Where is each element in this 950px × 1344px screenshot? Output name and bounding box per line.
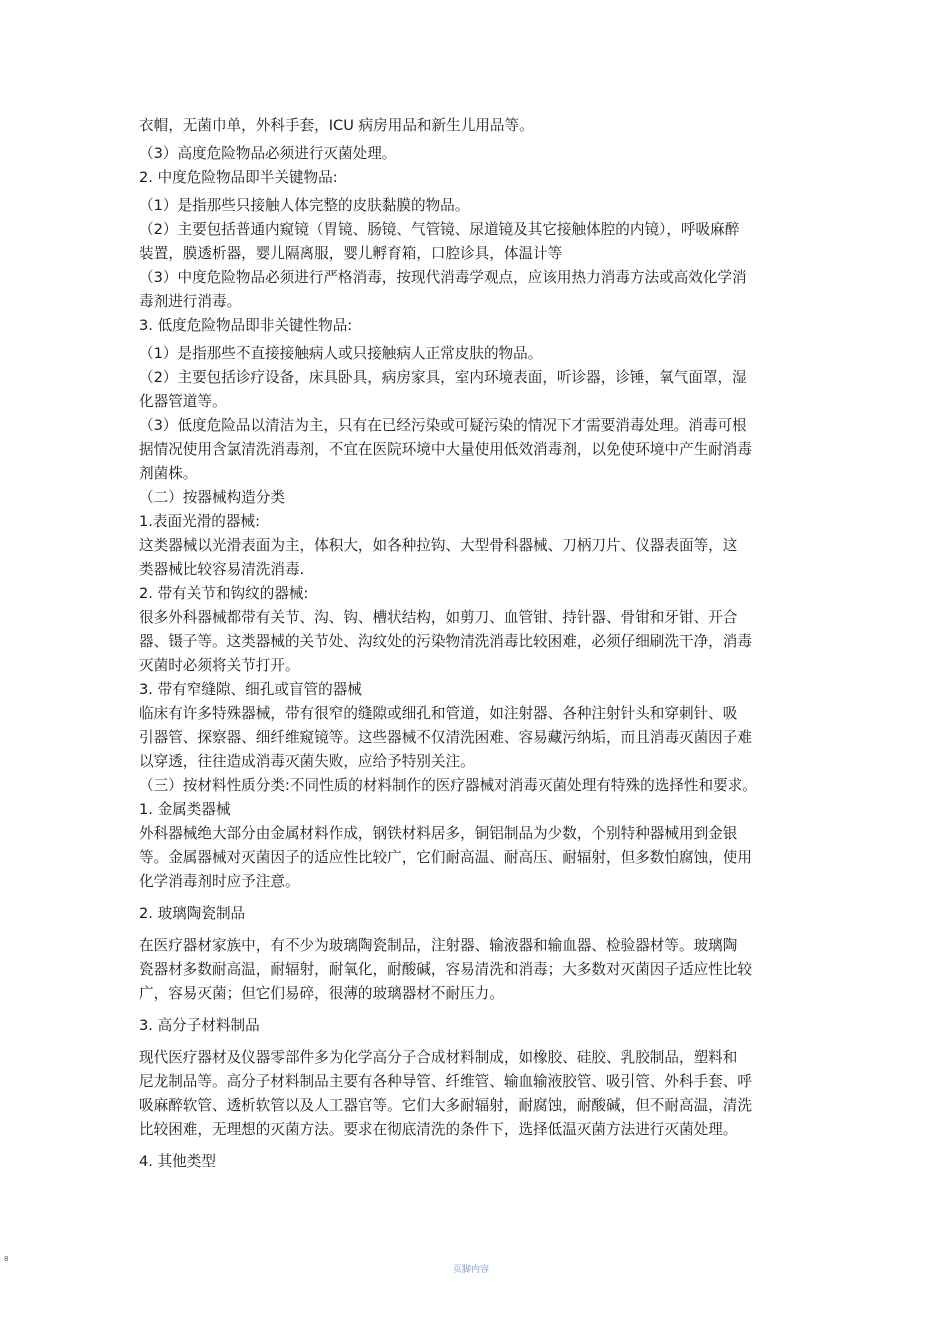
text-line: 很多外科器械都带有关节、沟、钩、槽状结构，如剪刀、血管钳、持针器、骨钳和牙钳、开合 <box>139 609 738 626</box>
page-footer: 页脚内容 <box>452 1265 489 1275</box>
document-body <box>139 114 811 1174</box>
text-line: 化学消毒剂时应予注意。 <box>139 873 300 890</box>
text-line: 这类器械以光滑表面为主，体积大，如各种拉钩、大型骨科器械、刀柄刀片、仪器表面等，这 <box>139 537 738 554</box>
text-line: 吸麻醉软管、透析软管以及人工器官等。它们大多耐辐射，耐腐蚀，耐酸碱，但不耐高温，清洗 <box>139 1097 752 1114</box>
text-line: 灭菌时必须将关节打开。 <box>139 657 300 674</box>
text-line: 3. 高分子材料制品 <box>139 1017 260 1034</box>
text-line: （2）主要包括诊疗设备，床具卧具，病房家具，室内环境表面，听诊器，诊锤，氧气面罩，湿 <box>139 369 747 386</box>
text-line: 2. 中度危险物品即半关键物品: <box>139 169 338 186</box>
text-line: （三）按材料性质分类:不同性质的材料制作的医疗器械对消毒灭菌处理有特殊的选择性和要求。 <box>139 777 757 794</box>
text-line: 尼龙制品等。高分子材料制品主要有各种导管、纤维管、输血输液胶管、吸引管、外科手套、呼 <box>139 1073 752 1090</box>
text-line: 2. 带有关节和钩纹的器械: <box>139 585 309 602</box>
text-line: 化器管道等。 <box>139 393 227 410</box>
text-line: 以穿透，往往造成消毒灭菌失败，应给予特别关注。 <box>139 753 475 770</box>
text-line: 装置，膜透析器，婴儿隔离服，婴儿孵育箱，口腔诊具，体温计等 <box>139 245 563 262</box>
text-line: 比较困难，无理想的灭菌方法。要求在彻底清洗的条件下，选择低温灭菌方法进行灭菌处理。 <box>139 1121 738 1138</box>
text-line: 据情况使用含氯清洗消毒剂，不宜在医院环境中大量使用低效消毒剂，以免使环境中产生耐消毒 <box>139 441 752 458</box>
text-line: 3. 低度危险物品即非关键性物品: <box>139 317 353 334</box>
text-line: 在医疗器材家族中，有不少为玻璃陶瓷制品，注射器、输液器和输血器、检验器材等。玻璃陶 <box>139 937 738 954</box>
text-line: 等。金属器械对灭菌因子的适应性比较广，它们耐高温、耐高压、耐辐射，但多数怕腐蚀，使用 <box>139 849 752 866</box>
text-line: 器、镊子等。这类器械的关节处、沟纹处的污染物清洗消毒比较困难，必须仔细刷洗干净，消毒 <box>139 633 752 650</box>
text-line: 广，容易灭菌；但它们易碎，很薄的玻璃器材不耐压力。 <box>139 985 504 1002</box>
text-line: 现代医疗器材及仪器零部件多为化学高分子合成材料制成，如橡胶、硅胶、乳胶制品，塑料和 <box>139 1049 738 1066</box>
text-line: （3）低度危险品以清洁为主，只有在已经污染或可疑污染的情况下才需要消毒处理。消毒可根 <box>139 417 747 434</box>
text-line: （1）是指那些只接触人体完整的皮肤黏膜的物品。 <box>139 197 470 214</box>
text-line: 衣帽，无菌巾单，外科手套，ICU 病房用品和新生儿用品等。 <box>139 117 534 134</box>
text-line: （二）按器械构造分类 <box>139 489 285 506</box>
text-line: 4. 其他类型 <box>139 1153 216 1170</box>
text-line: 剂菌株。 <box>139 465 198 482</box>
text-line: 1. 金属类器械 <box>139 801 231 818</box>
text-line: 临床有许多特殊器械，带有很窄的缝隙或细孔和管道，如注射器、各种注射针头和穿刺针、吸 <box>139 705 738 722</box>
text-line: 类器械比较容易清洗消毒. <box>139 561 305 578</box>
text-line: （2）主要包括普通内窥镜（胃镜、肠镜、气管镜、尿道镜及其它接触体腔的内镜），呼吸麻醉 <box>139 221 740 238</box>
text-line: （1）是指那些不直接接触病人或只接触病人正常皮肤的物品。 <box>139 345 543 362</box>
text-line: 1.表面光滑的器械: <box>139 513 260 530</box>
text-line: 瓷器材多数耐高温，耐辐射，耐氧化，耐酸碱，容易清洗和消毒；大多数对灭菌因子适应性比较 <box>139 961 752 978</box>
text-line: 毒剂进行消毒。 <box>139 293 242 310</box>
text-line: 引器管、探察器、细纤维窥镜等。这些器械不仅清洗困难、容易藏污纳垢，而且消毒灭菌因子难 <box>139 729 752 746</box>
text-line: 2. 玻璃陶瓷制品 <box>139 905 246 922</box>
text-line: （3）高度危险物品必须进行灭菌处理。 <box>139 145 397 162</box>
text-line: 外科器械绝大部分由金属材料作成，钢铁材料居多，铜铝制品为少数，个别特种器械用到金银 <box>139 825 738 842</box>
text-line: （3）中度危险物品必须进行严格消毒，按现代消毒学观点，应该用热力消毒方法或高效化学消 <box>139 269 747 286</box>
text-line: 3. 带有窄缝隙、细孔或盲管的器械 <box>139 681 362 698</box>
page-mark: 8 <box>4 1255 9 1263</box>
